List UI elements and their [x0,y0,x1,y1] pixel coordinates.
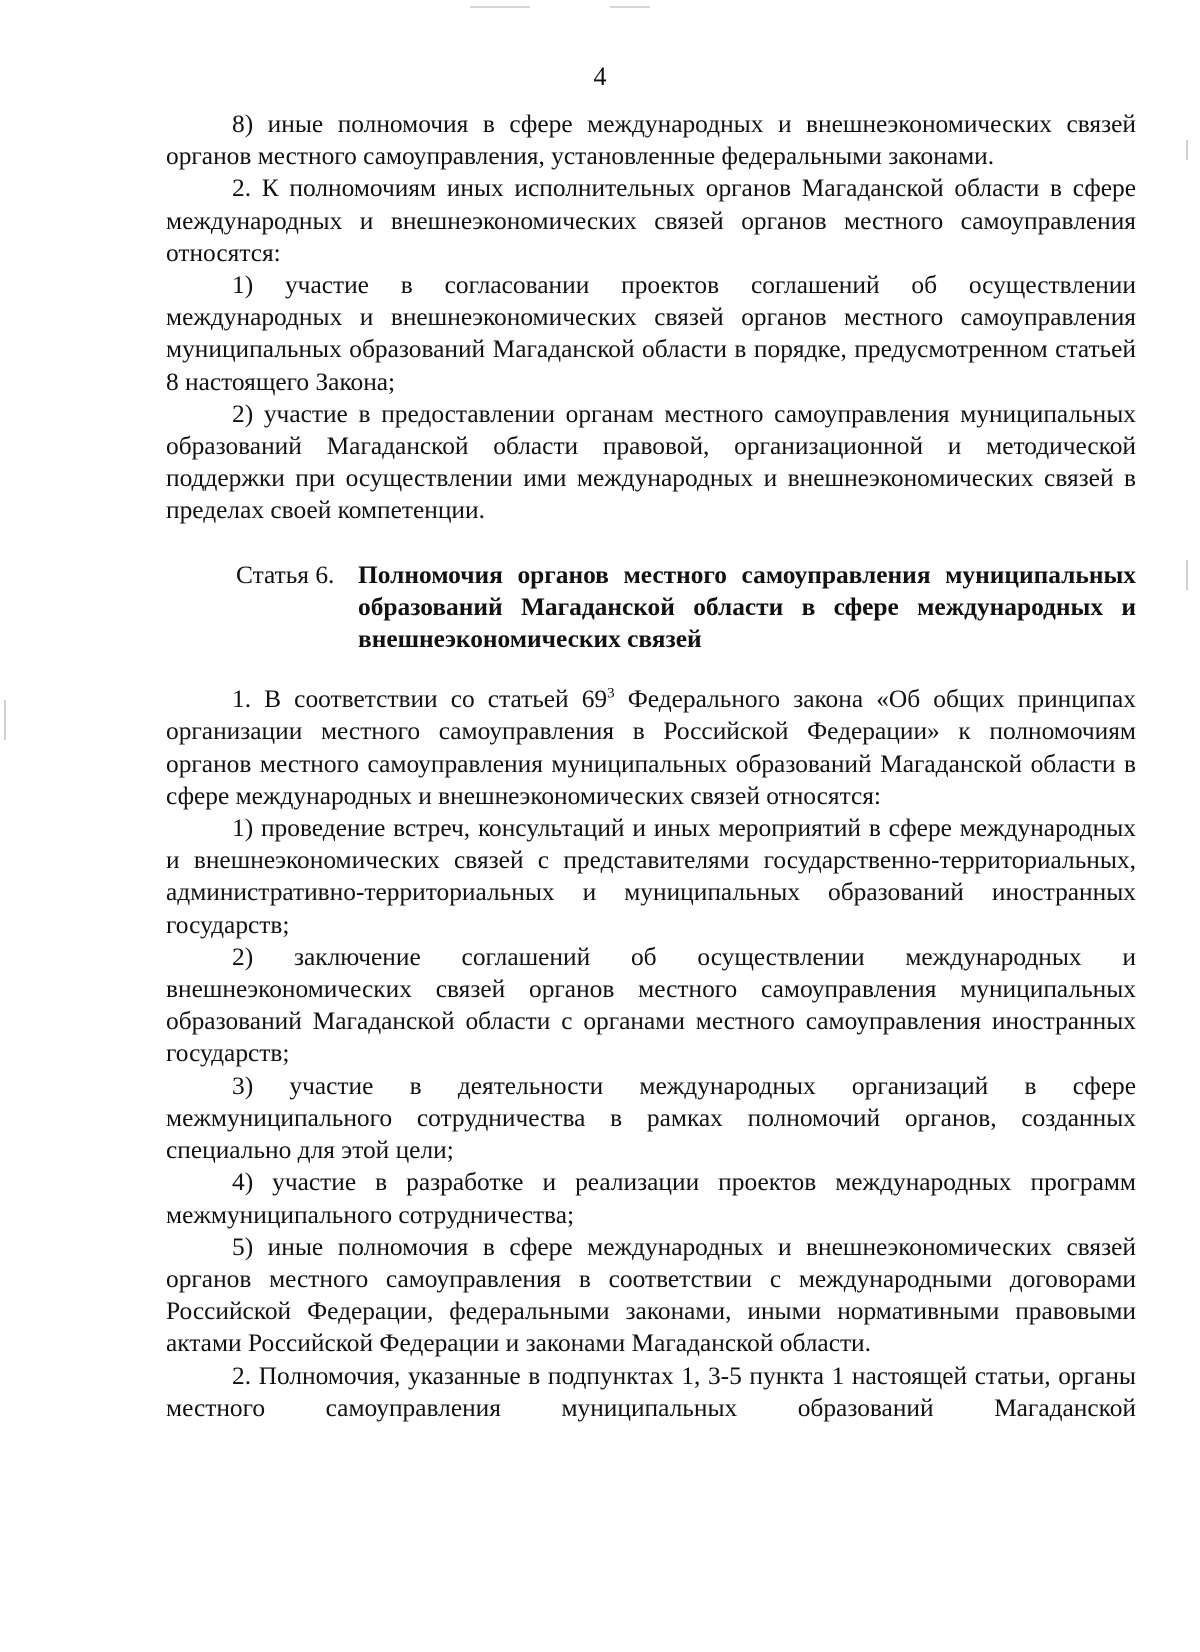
scan-speck [470,6,530,8]
page-number: 4 [593,62,607,91]
article-list-item-2: 2) заключение соглашений об осуществлении международных и внешнеэкономических связей органов местного самоуправления муниципальных образований Магаданской области с органами местного самоуправления иностранных государств; [166,942,1136,1068]
document-body [166,108,1136,1424]
article-paragraph-1-start: 1. В соответствии со статьей 69 [232,685,608,714]
scan-edge-mark [4,700,6,740]
article-paragraph-1-end: Федерального закона «Об общих принципах организации местного самоуправления в Российской Федерации» к полномочиям органов местного самоуправления муниципальных образований Магаданской области в сфере международных и внешнеэкономических связей относятся: [166,685,1136,810]
scan-speck [610,6,650,8]
article-heading [166,559,1136,656]
article-title: Полномочия органов местного самоуправления муниципальных образований Магаданской области в сфере международных и внешнеэкономических связей [358,560,1136,654]
paragraph-2: 2. К полномочиям иных исполнительных органов Магаданской области в сфере международных и внешнеэкономических связей органов местного самоуправления относятся: [166,174,1136,267]
superscript: 3 [607,685,615,702]
article-number: Статья 6. [236,560,335,589]
article-list-item-4: 4) участие в разработке и реализации проектов международных программ межмуниципального сотрудничества; [166,1168,1136,1229]
article-list-item-1: 1) проведение встреч, консультаций и иных мероприятий в сфере международных и внешнеэкономических связей с представителями государственно-территориальных, административно-территориальных и муниципальных образований иностранных государств; [166,814,1136,939]
list-item-2: 2) участие в предоставлении органам местного самоуправления муниципальных образований Магаданской области правовой, организационной и методической поддержки при осуществлении ими международных и внешнеэкономических связей в пределах своей компетенции. [166,399,1136,525]
scan-edge-mark [1186,140,1188,160]
article-paragraph-2: 2. Полномочия, указанные в подпунктах 1, 3-5 пункта 1 настоящей статьи, органы местного самоуправления муниципальных образований Магаданской [166,1361,1136,1422]
article-list-item-3: 3) участие в деятельности международных организаций в сфере межмуниципального сотрудничества в рамках полномочий органов, созданных специально для этой цели; [166,1071,1136,1165]
article-paragraph-1 [166,683,1136,812]
list-item-1: 1) участие в согласовании проектов соглашений об осуществлении международных и внешнеэкономических связей органов местного самоуправления муниципальных образований Магаданской области в порядке, предусмотренном статьей 8 настоящего Закона; [166,271,1136,396]
article-list-item-5: 5) иные полномочия в сфере международных и внешнеэкономических связей органов местного самоуправления в соответствии с международными договорами Российской Федерации, федеральными законами, иными нормативными правовыми актами Российской Федерации и законами Магаданской области. [166,1232,1136,1358]
paragraph-item-8: 8) иные полномочия в сфере международных и внешнеэкономических связей органов местного самоуправления, установленные федеральными законами. [166,110,1136,171]
scan-edge-mark [1186,560,1188,590]
